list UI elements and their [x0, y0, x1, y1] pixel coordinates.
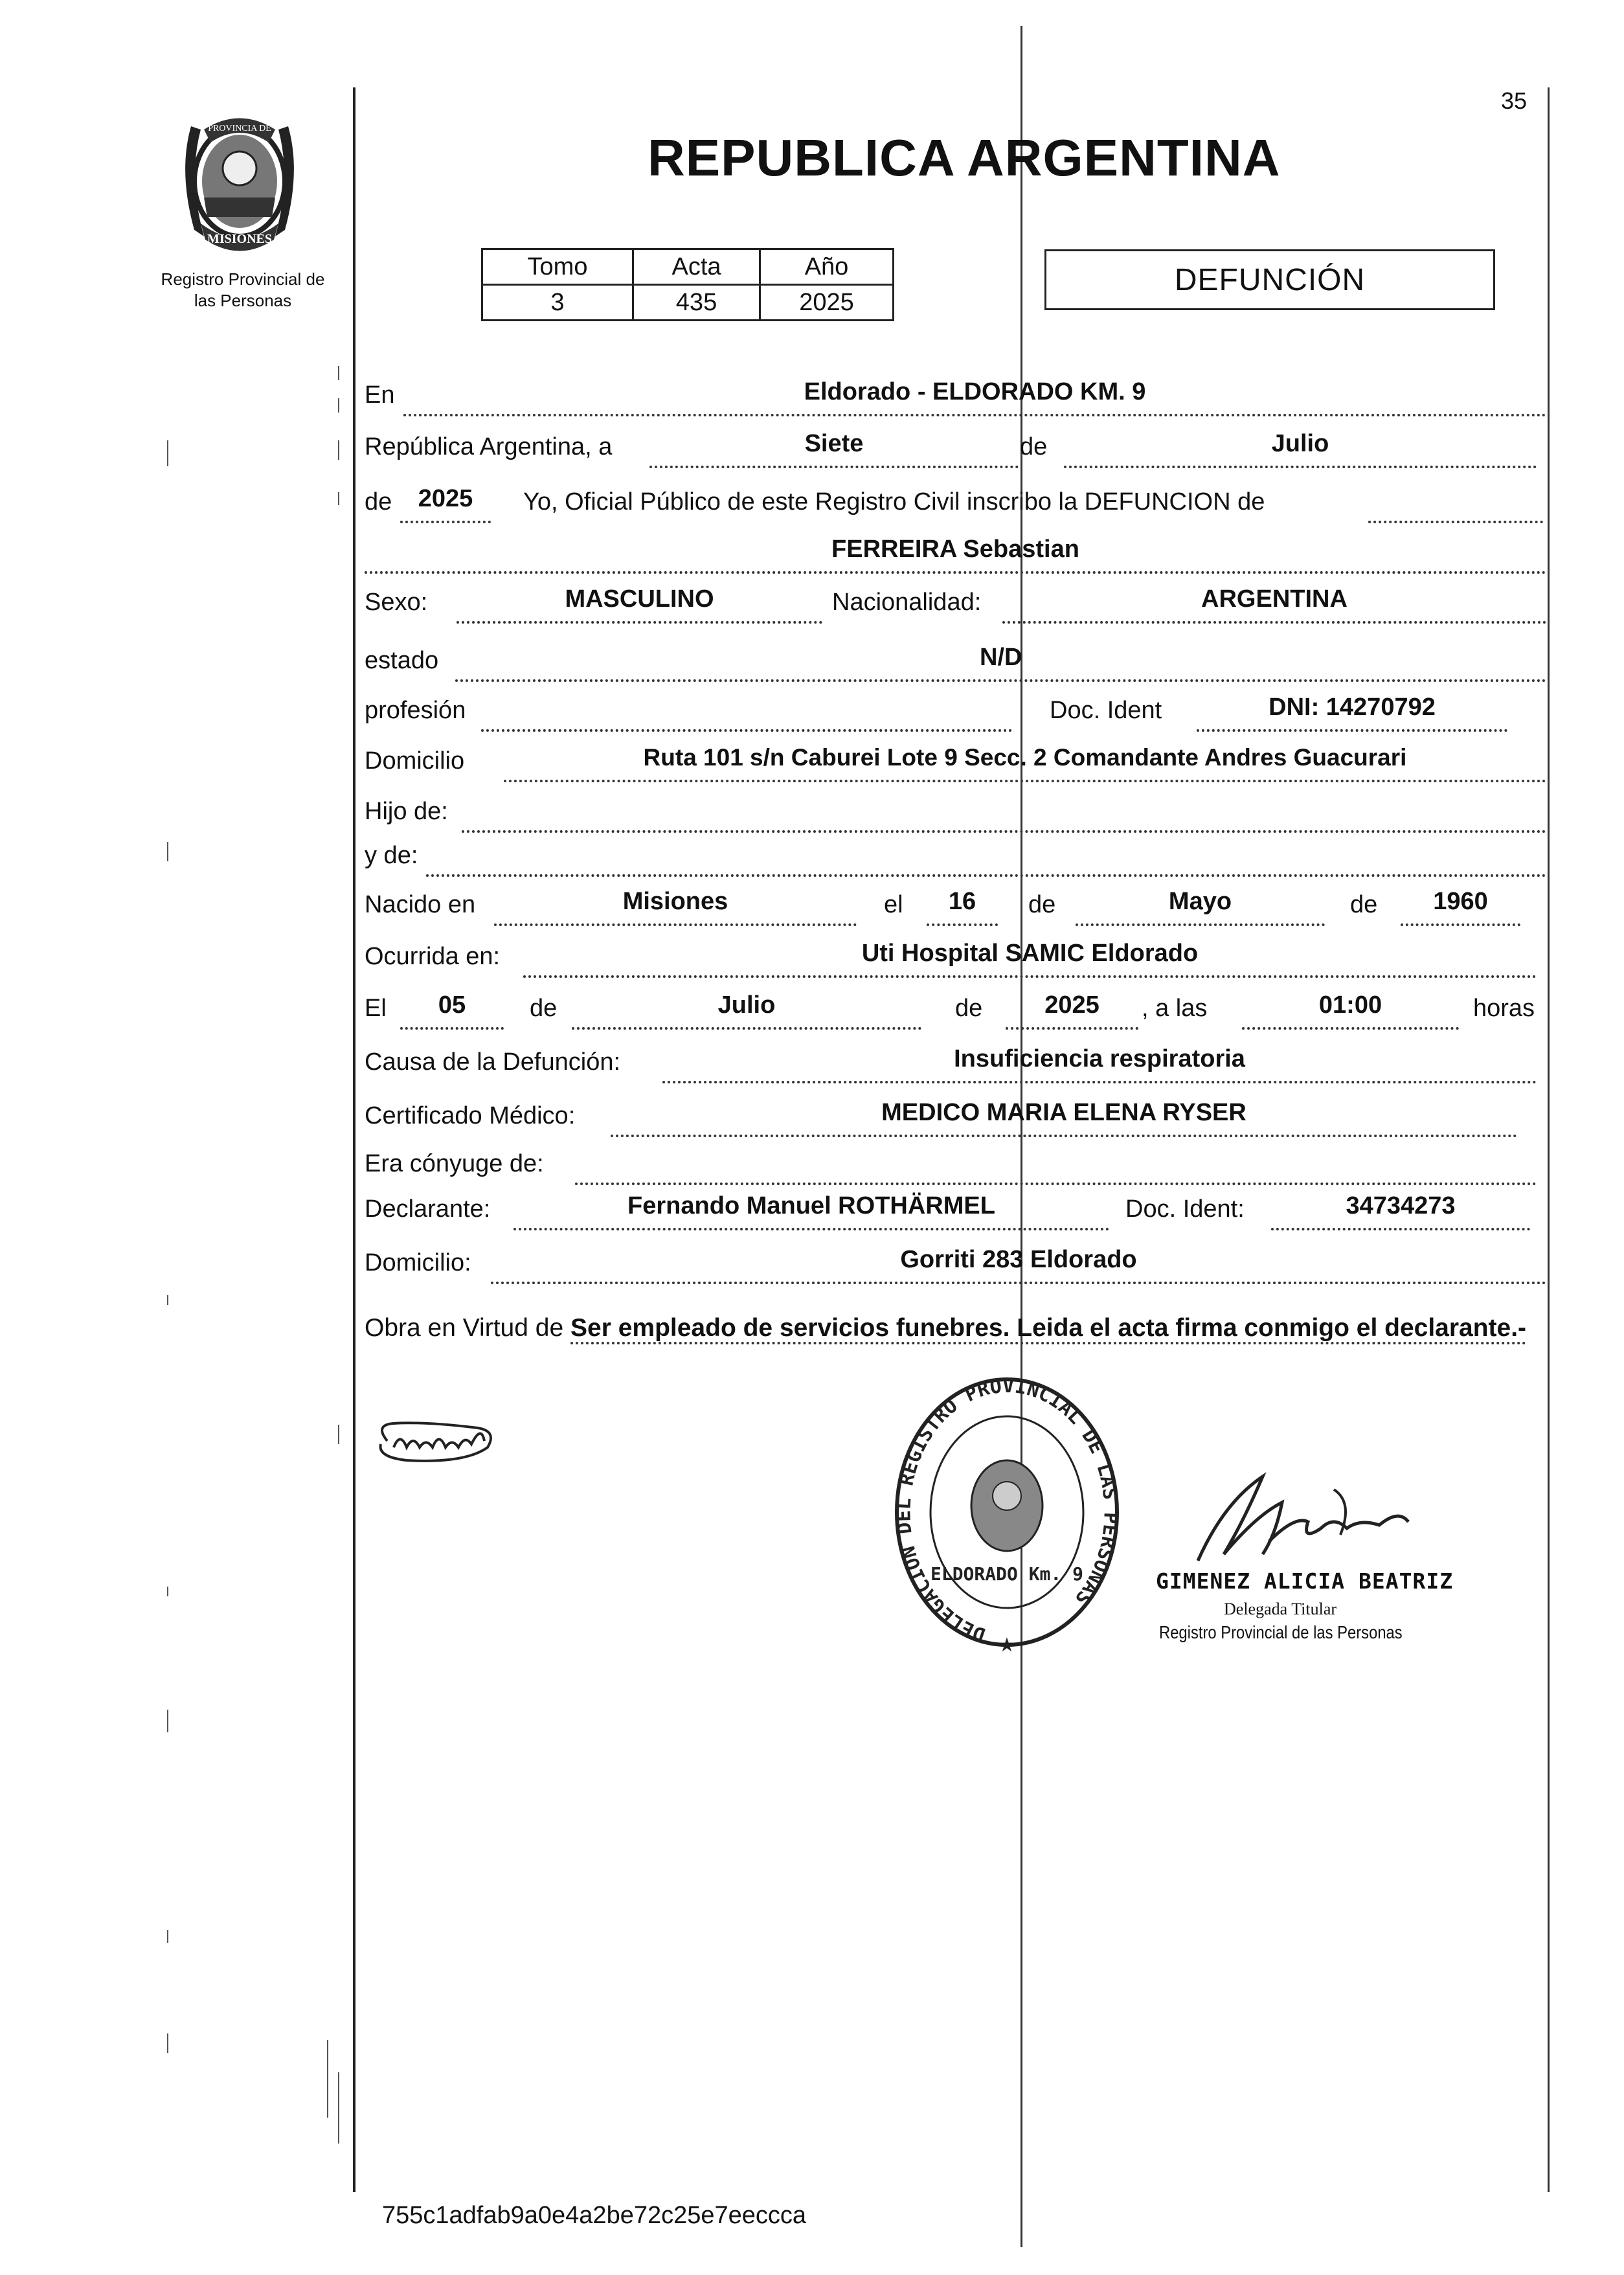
margin-mark: [167, 1587, 168, 1596]
margin-mark: [167, 2033, 168, 2053]
obra-en-virtud-paragraph: [365, 1308, 1546, 1348]
nacionalidad-label: Nacionalidad:: [832, 589, 982, 616]
margin-mark: [167, 842, 168, 861]
row-place: [365, 372, 1546, 420]
death-month-field: Julio: [572, 986, 921, 1030]
estado-field: N/D: [455, 638, 1546, 682]
de-label: de: [1020, 433, 1048, 460]
row-conyuge: [365, 1141, 1546, 1189]
doc-ident-field: DNI: 14270792: [1197, 688, 1507, 732]
row-domicilio: [365, 738, 1546, 786]
nacido-en-field: Misiones: [494, 882, 857, 926]
de-label: de: [530, 995, 558, 1022]
tomo-value: 3: [482, 285, 633, 321]
row-y-de: [365, 833, 1546, 881]
row-birth: [365, 882, 1546, 930]
acta-header: Acta: [633, 249, 760, 285]
estado-label: estado: [365, 647, 439, 674]
ocurrida-label: Ocurrida en:: [365, 943, 501, 970]
margin-mark: [167, 1295, 168, 1305]
en-label: En: [365, 381, 395, 409]
page-number: 35: [1501, 87, 1528, 114]
svg-text:★: ★: [998, 1635, 1016, 1656]
birth-year-field: 1960: [1401, 882, 1520, 926]
republica-label: República Argentina, a: [365, 433, 613, 460]
official-seal: [890, 1373, 1123, 1658]
de-label: de: [365, 488, 392, 515]
sexo-label: Sexo:: [365, 589, 428, 616]
horas-label: horas: [1473, 995, 1535, 1022]
svg-text:ELDORADO Km. 9: ELDORADO Km. 9: [930, 1563, 1084, 1585]
de-label: de: [955, 995, 983, 1022]
officer-name: GIMENEZ ALICIA BEATRIZ: [1156, 1568, 1454, 1594]
sexo-field: MASCULINO: [457, 580, 822, 624]
y-de-label: y de:: [365, 842, 418, 869]
margin-mark: [338, 440, 339, 460]
row-certificado: [365, 1093, 1546, 1141]
margin-mark: [167, 1930, 168, 1943]
el-label: El: [365, 995, 387, 1022]
year-field: 2025: [400, 479, 491, 523]
obra-label: Obra en Virtud de: [365, 1314, 564, 1342]
row-year: [365, 479, 1546, 527]
row-estado: [365, 638, 1546, 686]
margin-mark: [327, 2040, 328, 2118]
row-decl-domicilio: [365, 1240, 1546, 1288]
officer-signature: [1185, 1464, 1425, 1574]
tomo-header: Tomo: [482, 249, 633, 285]
causa-field: Insuficiencia respiratoria: [662, 1039, 1537, 1083]
officer-office: Registro Provincial de las Personas: [1159, 1622, 1403, 1642]
nacido-label: Nacido en: [365, 891, 476, 918]
row-hijo: [365, 789, 1546, 837]
obra-value: Ser empleado de servicios funebres. Leida el acta firma conmigo el declarante.-: [570, 1314, 1526, 1344]
de-label: de: [1350, 891, 1378, 918]
anio-value: 2025: [760, 285, 894, 321]
svg-text:MISIONES: MISIONES: [207, 232, 273, 246]
y-de-field: [426, 833, 1546, 877]
margin-mark: [338, 398, 339, 413]
book-record-table: [481, 248, 894, 321]
right-margin-line: [1548, 87, 1550, 2192]
hijo-label: Hijo de:: [365, 798, 448, 825]
book-table-header-row: [482, 249, 894, 285]
row-ocurrida: [365, 934, 1546, 982]
margin-mark: [167, 1710, 168, 1732]
domicilio-field: Ruta 101 s/n Caburei Lote 9 Secc. 2 Comandante Andres Guacurari: [504, 738, 1546, 782]
doc-ident-label: Doc. Ident: [1050, 697, 1162, 724]
hijo-field: [462, 789, 1546, 833]
nacionalidad-field: ARGENTINA: [1002, 580, 1546, 624]
book-table-value-row: [482, 285, 894, 321]
profesion-label: profesión: [365, 697, 466, 724]
row-declarante: [365, 1186, 1546, 1234]
month-field: Julio: [1064, 424, 1537, 468]
left-margin-line: [353, 87, 355, 2192]
birth-day-field: 16: [927, 882, 998, 926]
causa-label: Causa de la Defunción:: [365, 1048, 621, 1076]
margin-mark: [338, 1425, 339, 1444]
death-time-field: 01:00: [1242, 986, 1459, 1030]
birth-month-field: Mayo: [1076, 882, 1325, 926]
row-date: [365, 424, 1546, 472]
blank-field: [1368, 479, 1543, 523]
document-title: REPUBLICA ARGENTINA: [648, 129, 1281, 187]
declarant-signature: [368, 1412, 510, 1470]
conyuge-field: [575, 1141, 1537, 1185]
a-las-label: , a las: [1142, 995, 1208, 1022]
decl-doc-field: 34734273: [1271, 1186, 1530, 1230]
declarante-field: Fernando Manuel ROTHÄRMEL: [513, 1186, 1109, 1230]
domicilio-label: Domicilio: [365, 747, 465, 775]
declarante-label: Declarante:: [365, 1195, 491, 1223]
misiones-coat-of-arms-logo: [165, 107, 314, 262]
record-type-box: DEFUNCIÓN: [1044, 249, 1495, 310]
row-profesion: [365, 688, 1546, 736]
oficial-text: Yo, Oficial Público de este Registro Civil inscribo la DEFUNCION de: [523, 488, 1265, 515]
place-field: Eldorado - ELDORADO KM. 9: [403, 372, 1546, 416]
certificado-field: MEDICO MARIA ELENA RYSER: [611, 1093, 1517, 1137]
svg-text:PROVINCIA DE: PROVINCIA DE: [208, 124, 271, 133]
death-year-field: 2025: [1006, 986, 1138, 1030]
row-death-date: [365, 986, 1546, 1034]
margin-mark: [167, 440, 168, 466]
document-hash: 755c1adfab9a0e4a2be72c25e7eeccca: [382, 2202, 807, 2229]
death-day-field: 05: [400, 986, 504, 1030]
decl-doc-label: Doc. Ident:: [1125, 1195, 1245, 1223]
de-label: de: [1028, 891, 1056, 918]
day-words-field: Siete: [649, 424, 1019, 468]
anio-header: Año: [760, 249, 894, 285]
margin-mark: [338, 492, 339, 505]
deceased-name-field: FERREIRA Sebastian: [365, 530, 1546, 574]
el-label: el: [884, 891, 903, 918]
decl-domicilio-field: Gorriti 283 Eldorado: [491, 1240, 1546, 1284]
row-deceased-name: [365, 530, 1546, 578]
conyuge-label: Era cónyuge de:: [365, 1150, 544, 1177]
profesion-field: [481, 688, 1012, 732]
registry-name: Registro Provincial de las Personas: [161, 269, 325, 310]
officer-role: Delegada Titular: [1224, 1600, 1337, 1618]
svg-text:DELEGACION DEL REGISTRO PROVIN: DELEGACION DEL REGISTRO PROVINCIAL DE LAS PERSONAS: [892, 1374, 1122, 1646]
acta-value: 435: [633, 285, 760, 321]
row-causa: [365, 1039, 1546, 1087]
margin-mark: [338, 366, 339, 380]
certificado-label: Certificado Médico:: [365, 1102, 576, 1129]
ocurrida-field: Uti Hospital SAMIC Eldorado: [523, 934, 1537, 978]
row-sex-nationality: [365, 580, 1546, 628]
decl-domicilio-label: Domicilio:: [365, 1249, 471, 1276]
margin-mark: [338, 2072, 339, 2144]
